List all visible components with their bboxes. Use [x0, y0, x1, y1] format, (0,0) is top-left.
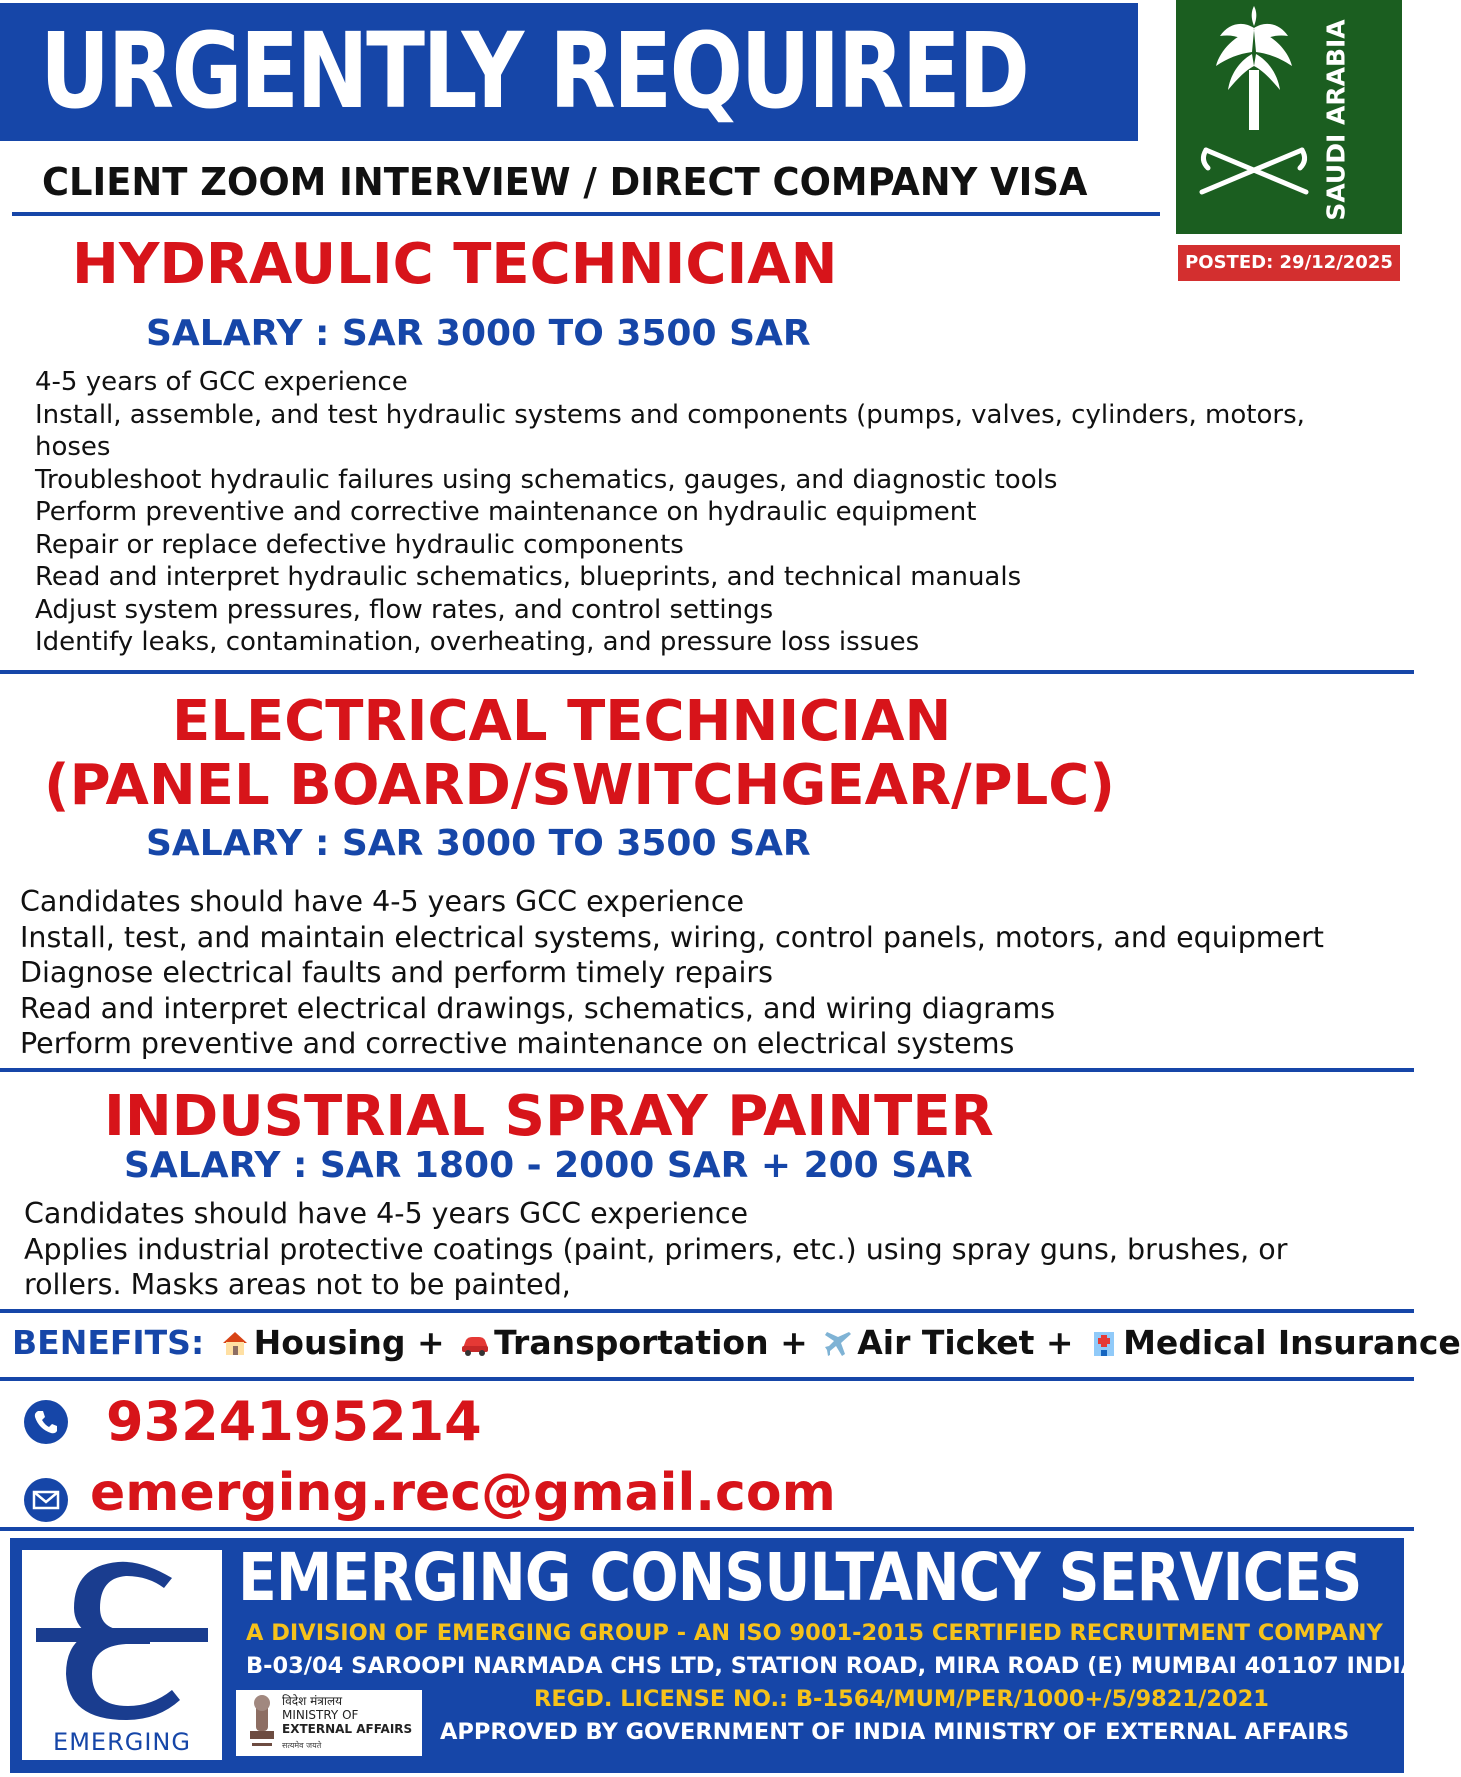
duty-item: Identify leaks, contamination, overheating, and pressure loss issues [35, 627, 920, 657]
mail-icon [24, 1478, 68, 1522]
duty-item: Diagnose electrical faults and perform timely repairs [20, 956, 773, 989]
duty-item: Candidates should have 4-5 years GCC experience [20, 885, 745, 918]
company-name: EMERGING CONSULTANCY SERVICES [238, 1539, 1362, 1616]
email-link[interactable]: emerging.rec@gmail.com [90, 1463, 836, 1523]
ministry-hindi-text: विदेश मंत्रालय [282, 1694, 343, 1708]
salary-spray-painter: SALARY : SAR 1800 - 2000 SAR + 200 SAR [124, 1145, 973, 1186]
phone-icon [24, 1400, 68, 1444]
house-icon [220, 1328, 250, 1358]
page-title: URGENTLY REQUIRED [40, 10, 1028, 132]
duties-list-electrical [20, 884, 1324, 1062]
duty-item: Troubleshoot hydraulic failures using schematics, gauges, and diagnostic tools [35, 464, 1058, 495]
flag-country-text: SAUDI ARABIA [1321, 19, 1351, 221]
emerging-logo-icon [22, 1550, 222, 1730]
license-number: REGD. LICENSE NO.: B-1564/MUM/PER/1000+/5/9821/2021 [534, 1686, 1269, 1712]
palm-swords-icon [1176, 0, 1402, 234]
duty-item: Read and interpret electrical drawings, schematics, and wiring diagrams [20, 991, 1056, 1025]
duty-item: Applies industrial protective coatings (paint, primers, etc.) using spray guns, brushes, or [24, 1232, 1288, 1266]
divider [12, 212, 1160, 216]
benefit-medical-insurance: Medical Insurance [1123, 1323, 1461, 1362]
hospital-icon [1089, 1328, 1119, 1358]
company-address: B-03/04 SAROOPI NARMADA CHS LTD, STATION ROAD, MIRA ROAD (E) MUMBAI 401107 INDIA [246, 1653, 1419, 1679]
divider [0, 1309, 1414, 1313]
duty-item: Install, test, and maintain electrical systems, wiring, control panels, motors, and equipmert [20, 920, 1324, 954]
duty-item: Perform preventive and corrective maintenance on electrical systems [20, 1027, 1015, 1060]
ministry-text-line1: MINISTRY OF [282, 1708, 359, 1722]
job-title-spray-painter: INDUSTRIAL SPRAY PAINTER [104, 1084, 994, 1149]
salary-electrical: SALARY : SAR 3000 TO 3500 SAR [146, 823, 811, 864]
logo-label: EMERGING [53, 1728, 191, 1756]
ministry-text-line2: EXTERNAL AFFAIRS [282, 1722, 413, 1736]
benefits-label: BENEFITS: [12, 1323, 205, 1362]
divider [0, 1068, 1414, 1072]
posted-date-badge: POSTED: 29/12/2025 [1178, 245, 1400, 281]
page-subtitle: CLIENT ZOOM INTERVIEW / DIRECT COMPANY VISA [42, 160, 1088, 204]
job-title-electrical-specialty: (PANEL BOARD/SWITCHGEAR/PLC) [44, 753, 1115, 818]
benefit-housing: Housing + [253, 1323, 445, 1362]
approval-note: APPROVED BY GOVERNMENT OF INDIA MINISTRY OF EXTERNAL AFFAIRS [440, 1719, 1350, 1745]
phone-number[interactable]: 9324195214 [106, 1390, 482, 1453]
divider [0, 670, 1414, 674]
saudi-flag-emblem [1176, 0, 1402, 234]
divider [0, 1527, 1414, 1531]
airplane-icon [823, 1328, 853, 1358]
ministry-motto: सत्यमेव जयते [282, 1741, 322, 1750]
duty-item: Perform preventive and corrective maintenance on hydraulic equipment [35, 497, 977, 527]
company-division: A DIVISION OF EMERGING GROUP - AN ISO 9001-2015 CERTIFIED RECRUITMENT COMPANY [246, 1620, 1383, 1646]
salary-hydraulic: SALARY : SAR 3000 TO 3500 SAR [146, 313, 811, 354]
job-title-hydraulic: HYDRAULIC TECHNICIAN [72, 232, 838, 297]
car-icon [460, 1328, 490, 1358]
benefit-air-ticket: Air Ticket + [857, 1323, 1074, 1362]
duties-list-spray-painter [24, 1196, 1287, 1303]
ashoka-emblem-icon [242, 1693, 282, 1753]
duty-item: Candidates should have 4-5 years GCC experience [24, 1197, 749, 1230]
duty-item: 4-5 years of GCC experience [35, 367, 408, 397]
duty-item: Adjust system pressures, flow rates, and control settings [35, 594, 774, 625]
duty-item: hoses [35, 432, 111, 462]
duty-item: Repair or replace defective hydraulic components [35, 529, 684, 560]
divider [0, 1377, 1414, 1381]
duty-item: rollers. Masks areas not to be painted, [24, 1268, 571, 1301]
benefits-row [12, 1323, 1461, 1363]
duty-item: Read and interpret hydraulic schematics, blueprints, and technical manuals [35, 562, 1022, 592]
job-title-electrical: ELECTRICAL TECHNICIAN [172, 689, 952, 754]
duty-item: Install, assemble, and test hydraulic systems and components (pumps, valves, cylinders, motors, [35, 399, 1305, 430]
duties-list-hydraulic [35, 366, 1305, 659]
benefit-transportation: Transportation + [494, 1323, 808, 1362]
